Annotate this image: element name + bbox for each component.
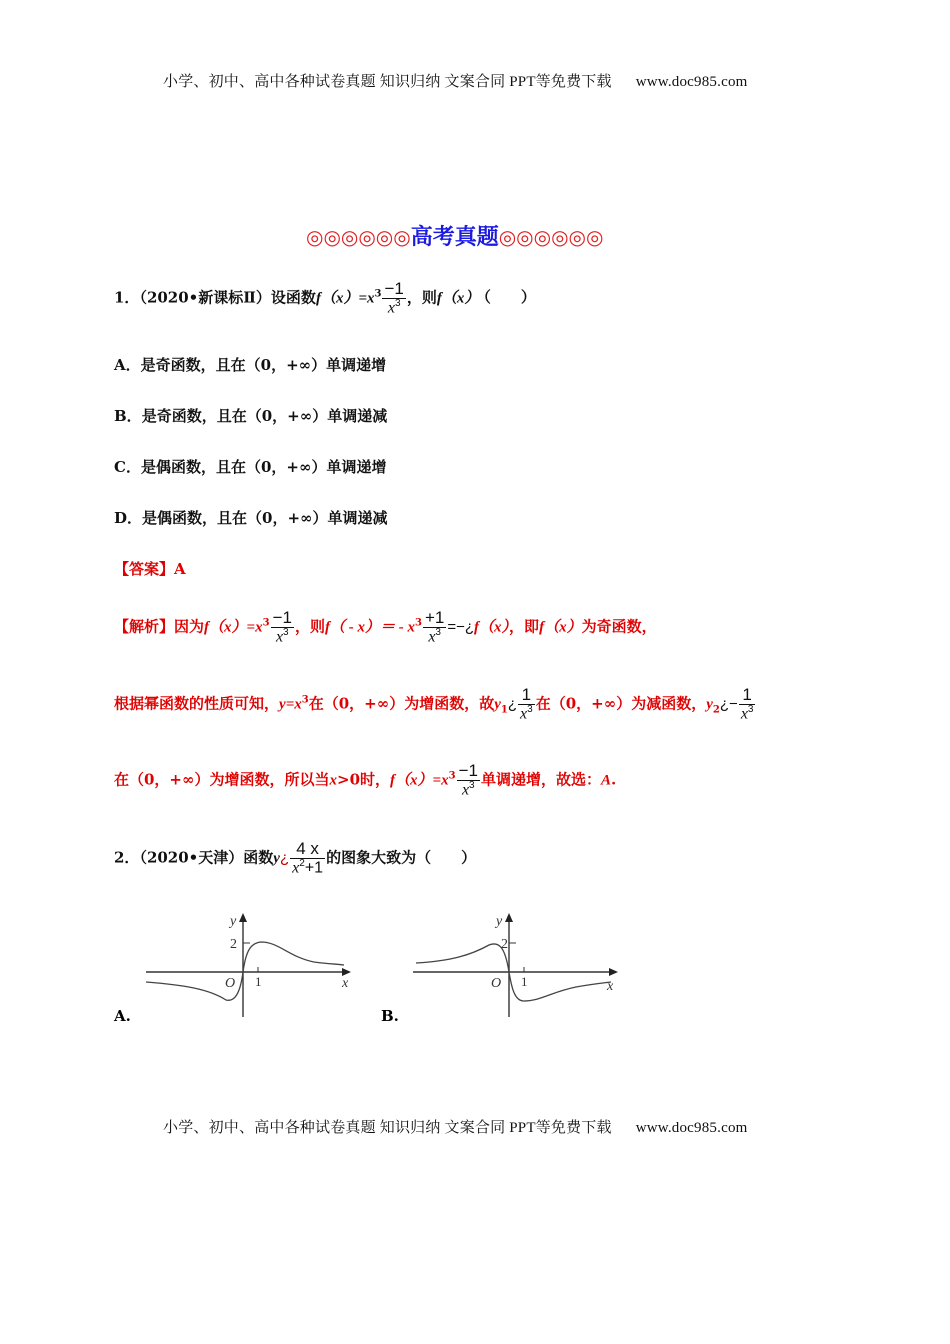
den-exp: 3 (435, 626, 441, 638)
math-exp: 3 (414, 617, 422, 629)
den-x: x (428, 628, 436, 646)
question-source: （2020•新课标Ⅱ） (139, 288, 271, 307)
fraction-numerator: 1 (739, 686, 756, 705)
math-f: f (474, 619, 480, 636)
analysis-label: 【解析】 (114, 617, 175, 636)
option-label: D． (114, 509, 143, 527)
analysis-text: ，则 (294, 617, 325, 636)
fraction-numerator: +1 (424, 608, 445, 627)
x-tick-label: 1 (521, 974, 528, 989)
answer-line (114, 558, 186, 579)
fraction (739, 686, 756, 723)
math-paren: （x） (544, 619, 582, 636)
math-paren: （x） (441, 290, 480, 307)
footer-url-link[interactable]: www.doc985.com (635, 1120, 748, 1136)
analysis-answer: A (600, 772, 611, 789)
den-exp: 2 (299, 857, 305, 869)
graph-b-plot (381, 905, 626, 1030)
stem-text: 的图象大致为（ ） (326, 848, 477, 867)
page-footer (163, 1116, 748, 1137)
den-exp: 3 (394, 297, 401, 309)
footer-text: 小学、初中、高中各种试卷真题 知识归纳 文案合同 PPT等免费下载 (163, 1120, 612, 1136)
fraction-denominator (423, 628, 446, 646)
fraction-denominator (739, 705, 756, 723)
math-y1: y (494, 696, 501, 713)
math-paren: （x） (209, 619, 247, 636)
analysis-text: >0时， (337, 770, 391, 789)
fraction-numerator: −1 (272, 608, 292, 627)
analysis-text: 在（0，+∞）为减函数， (535, 694, 707, 713)
y-tick-label: 2 (230, 937, 237, 952)
fraction (290, 840, 325, 877)
answer-value: A (174, 560, 186, 578)
math-f: f (204, 619, 210, 636)
title-ring-decoration-right: ◎◎◎◎◎◎ (498, 225, 604, 249)
math-x: x (329, 772, 338, 789)
math-f: f (324, 619, 330, 636)
den-x: x (292, 859, 300, 877)
fraction-denominator (290, 859, 325, 877)
math-y: y (279, 696, 286, 713)
math-exp: 3 (301, 694, 309, 706)
question-2-stem (114, 840, 476, 877)
option-text: 是偶函数，且在（0，+∞）单调递减 (142, 509, 388, 527)
math-eq: =x (432, 772, 449, 789)
page-header (163, 70, 748, 91)
stem-text: 函数 (243, 848, 274, 867)
fraction-denominator (457, 781, 480, 799)
title-ring-decoration-left: ◎◎◎◎◎◎ (306, 225, 411, 249)
math-symbol: ¿− (719, 695, 738, 713)
origin-label: O (225, 976, 236, 991)
den-exp: 3 (283, 626, 289, 638)
option-c (114, 456, 386, 477)
option-text: 是奇函数，且在（0，+∞）单调递增 (140, 356, 387, 374)
question-1-stem (114, 280, 536, 317)
fraction-numerator: −1 (458, 761, 478, 780)
den-exp: 3 (469, 779, 475, 791)
math-paren: （x） (479, 619, 510, 636)
section-title (306, 220, 603, 251)
analysis-text: ，即 (509, 617, 540, 636)
analysis-text: . (611, 770, 617, 789)
den-exp: 3 (747, 703, 754, 715)
analysis-text: 单调递增，故选： (480, 770, 601, 789)
x-tick-label: 1 (255, 974, 262, 989)
y-axis-label: y (496, 914, 503, 929)
answer-label: 【答案】 (114, 560, 175, 578)
option-a (114, 354, 386, 375)
option-text: 是偶函数，且在（0，+∞）单调递增 (140, 458, 387, 476)
analysis-text: 为奇函数， (581, 617, 657, 636)
math-f: f (315, 290, 321, 307)
fraction-denominator (518, 705, 535, 723)
math-exp: 3 (374, 288, 382, 300)
graph-option-a (114, 905, 359, 1030)
den-x: x (520, 705, 528, 723)
den-x: x (461, 781, 470, 799)
title-text: 高考真题 (410, 224, 499, 250)
fraction-numerator: 4 x (290, 840, 325, 859)
den-exp: 3 (527, 703, 533, 715)
math-y2: y (706, 696, 713, 713)
question-number: 2． (114, 848, 140, 867)
stem-text: 设函数 (270, 288, 316, 307)
den-x: x (387, 299, 395, 317)
math-eq: =x (246, 619, 263, 636)
analysis-line-2 (114, 686, 756, 723)
analysis-line-3 (114, 762, 616, 799)
math-f: f (539, 619, 545, 636)
math-symbol: ¿ (279, 849, 290, 867)
math-exp: 3 (448, 770, 456, 782)
math-eq: =x (358, 290, 375, 307)
fraction-numerator: −1 (384, 279, 404, 298)
fraction-denominator (271, 628, 294, 646)
analysis-text: 在（0，+∞）为增函数，所以当 (114, 770, 330, 789)
fraction (271, 609, 294, 646)
option-label: A． (114, 356, 141, 374)
origin-label: O (491, 976, 502, 991)
y-axis-label: y (230, 914, 237, 929)
y-tick-label: 2 (501, 937, 508, 952)
option-label: C． (114, 458, 141, 476)
den-tail: +1 (304, 859, 324, 877)
answer-blank: （ ） (483, 288, 536, 307)
analysis-text: 因为 (174, 617, 205, 636)
x-axis-label: x (342, 976, 349, 991)
question-source: （2020•天津） (139, 848, 244, 867)
graph-option-b (381, 905, 626, 1030)
math-eq: =x (285, 696, 302, 713)
math-f: f (436, 290, 442, 307)
math-paren: （x） (395, 772, 433, 789)
analysis-text: 在（0，+∞）为增函数，故 (308, 694, 495, 713)
stem-text: ，则 (406, 288, 437, 307)
analysis-line-1 (114, 609, 657, 646)
fraction (457, 762, 480, 799)
option-label: B． (114, 407, 142, 425)
option-b (114, 405, 387, 426)
header-url-link[interactable]: www.doc985.com (635, 74, 748, 90)
math-eq: =−¿ (447, 618, 475, 636)
option-d (114, 507, 388, 528)
math-symbol: ¿ (507, 695, 518, 713)
fraction-denominator (382, 299, 405, 317)
math-f: f (390, 772, 396, 789)
header-text: 小学、初中、高中各种试卷真题 知识归纳 文案合同 PPT等免费下载 (163, 74, 612, 90)
subscript: 1 (500, 704, 508, 716)
graph-a-plot (114, 905, 359, 1030)
math-paren: （ - x） (329, 619, 380, 636)
graph-b-label: B. (381, 1007, 399, 1025)
math-exp: 3 (262, 617, 270, 629)
fraction (423, 609, 446, 646)
option-text: 是奇函数，且在（0，+∞）单调递减 (141, 407, 388, 425)
fraction (518, 686, 535, 723)
subscript: 2 (712, 704, 720, 716)
question-number: 1． (114, 288, 140, 307)
x-axis-label: x (607, 979, 614, 994)
fraction-numerator: 1 (518, 686, 535, 705)
math-y: y (273, 850, 280, 867)
math-eq: ＝ - x (379, 619, 415, 636)
analysis-text: 根据幂函数的性质可知， (114, 694, 280, 713)
math-paren: （x） (320, 290, 359, 307)
den-x: x (275, 628, 284, 646)
fraction (382, 280, 405, 317)
den-x: x (740, 705, 748, 723)
graph-a-label: A. (114, 1007, 131, 1025)
